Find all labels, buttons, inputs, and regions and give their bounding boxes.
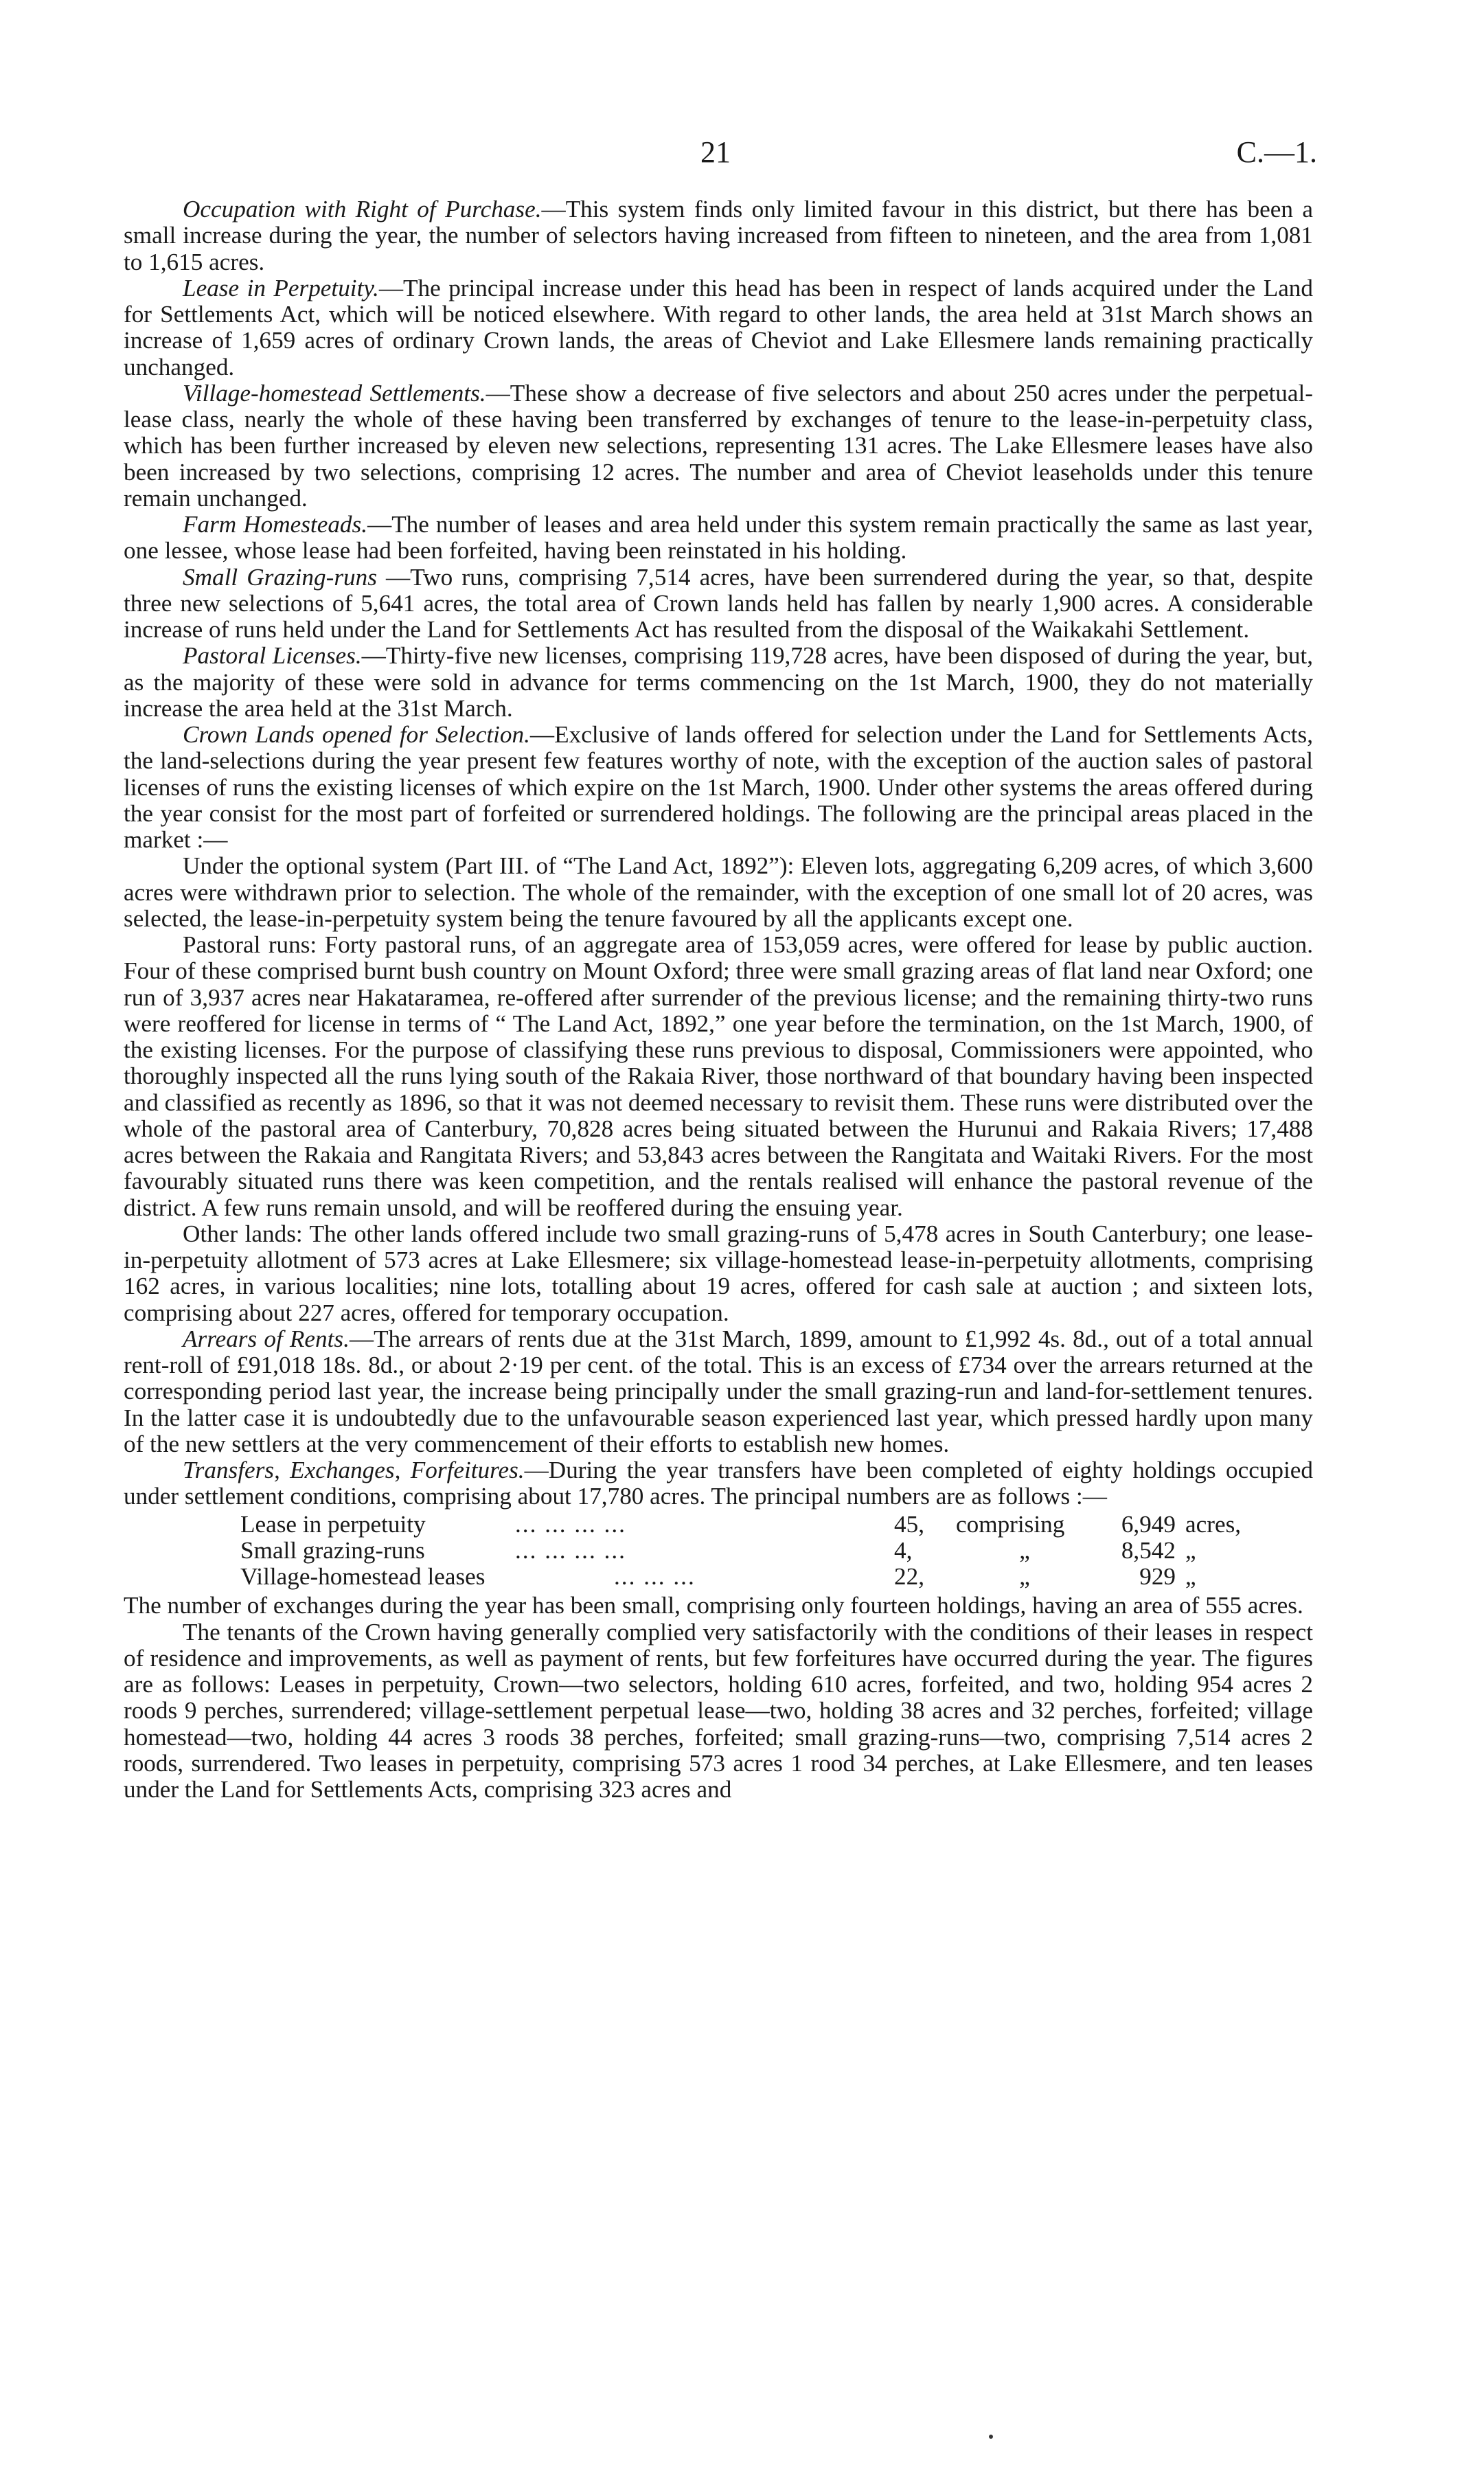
row-label: Lease in perpetuity <box>240 1510 426 1538</box>
page-number: 21 <box>700 135 731 169</box>
paragraph-text: Other lands: The other lands offered include two small grazing-runs of 5,478 acres in South Canterbury; one lease-in-perpetuity allotment of 573 acres at Lake Ellesmere; six village-homestead lease-in-perpetuity allotments, comprising 162 acres, in various localities; nine lots, totalling about 19 acres, offered for cash sale at auction ; and sixteen lots, comprising about 227 acres, offered for temporary occupation. <box>124 1220 1313 1326</box>
paragraph <box>124 1457 1313 1510</box>
paragraph-text: —These show a decrease of five selectors and about 250 acres under the perpetual-lease class, nearly the whole of these having been transferred by exchanges of tenure to the lease-in-perpetuity class, which has been further increased by eleven new selections, representing 131 acres. The Lake Ellesmere leases have also been increased by two selections, comprising 12 acres. The number and area of Cheviot leaseholds under this tenure remain unchanged. <box>124 379 1313 512</box>
table-row <box>240 1512 1313 1538</box>
paragraph-heading: Pastoral Licenses. <box>183 642 362 670</box>
paragraph-text: —This system finds only limited favour in this district, but there has been a small increase during the year, the number of selectors having increased from fifteen to nineteen, and the area from 1,081 to 1,615 acres. <box>124 196 1313 275</box>
paragraph <box>124 1593 1313 1619</box>
row-count: 22, <box>894 1563 924 1590</box>
paragraph-heading: Transfers, Exchanges, Forfeitures. <box>183 1457 525 1483</box>
paragraph <box>124 722 1313 853</box>
paragraph <box>124 380 1313 512</box>
row-unit: acres, <box>1185 1510 1242 1538</box>
row-label: Village-homestead leases <box>240 1563 486 1590</box>
document-reference: C.—1. <box>1236 135 1317 169</box>
row-count: 4, <box>894 1536 913 1564</box>
paragraph-text: —Exclusive of lands offered for selection under the Land for Settlements Acts, the land-selections during the year present few features worthy of note, with the exception of the auction sales of pastoral licenses of runs the existing licenses of which expire on the 1st March, 1900. Under other systems the areas offered during the year consist for the most part of forfeited or surrendered holdings. The following are the principal areas placed in the market :— <box>124 721 1313 853</box>
stray-mark <box>989 2435 993 2439</box>
paragraph-text: —Two runs, comprising 7,514 acres, have been surrendered during the year, so that, despite three new selections of 5,641 acres, the total area of Crown lands held has fallen by nearly 1,900 acres. A considerable increase of runs held under the Land for Settlements Act has resulted from the disposal of the Waikakahi Settlement. <box>124 563 1313 643</box>
paragraph-text: —The number of leases and area held under this system remain practically the same as last year, one lessee, whose lease had been forfeited, having been reinstated in his holding. <box>124 511 1313 565</box>
row-word: comprising <box>956 1510 1065 1538</box>
leader-dots: ... ... ... ... <box>515 1510 626 1538</box>
row-label: Small grazing-runs <box>240 1536 425 1564</box>
paragraph-heading: Occupation with Right of Purchase. <box>183 196 542 223</box>
paragraph <box>124 196 1313 275</box>
page-header <box>0 135 1484 176</box>
leader-dots: ... ... ... <box>614 1563 696 1590</box>
paragraph-text: The number of exchanges during the year has been small, comprising only fourteen holdings, having an area of 555 acres. <box>124 1592 1303 1619</box>
paragraph-text: The tenants of the Crown having generally complied very satisfactorily with the conditions of their leases in respect of residence and improvements, as well as payment of rents, but few forfeitures have occurred during the year. The figures are as follows: Leases in perpetuity, Crown—two selectors, holding 610 acres, forfeited, and two, holding 954 acres 2 roods 9 perches, surrendered; village-settlement perpetual lease—two, holding 38 acres and 32 perches, forfeited; village homestead—two, holding 44 acres 3 roods 38 perches, forfeited; small grazing-runs—two, comprising 7,514 acres 2 roods, surrendered. Two leases in perpetuity, comprising 573 acres 1 rood 34 perches, at Lake Ellesmere, and ten leases under the Land for Settlements Acts, comprising 323 acres and <box>124 1618 1313 1803</box>
paragraph-text: —The arrears of rents due at the 31st March, 1899, amount to £1,992 4s. 8d., out of a total annual rent-roll of £91,018 18s. 8d., or about 2·19 per cent. of the total. This is an excess of £734 over the arrears returned at the corresponding period last year, the increase being principally under the small grazing-run and land-for-settlement tenures. In the latter case it is undoubtedly due to the unfavourable season experienced last year, which pressed hardly upon many of the new settlers at the very commencement of their efforts to establish new homes. <box>124 1325 1313 1457</box>
paragraph-heading: Small Grazing-runs <box>183 563 377 591</box>
table-row <box>240 1538 1313 1564</box>
row-word: „ <box>1019 1563 1030 1590</box>
paragraph-text: —The principal increase under this head has been in respect of lands acquired under the Land for Settlements Act, which will be noticed elsewhere. With regard to other lands, the area held at 31st March shows an increase of 1,659 acres of ordinary Crown lands, the areas of Cheviot and Lake Ellesmere lands remaining practically unchanged. <box>124 274 1313 380</box>
paragraph <box>124 1619 1313 1803</box>
paragraph-heading: Village-homestead Settlements. <box>183 379 486 407</box>
row-area: 6,949 <box>1121 1510 1176 1538</box>
paragraph <box>124 1221 1313 1326</box>
row-unit: „ <box>1185 1536 1196 1564</box>
paragraph-heading: Crown Lands opened for Selection. <box>183 721 530 748</box>
paragraph <box>124 643 1313 722</box>
transfers-table <box>124 1512 1313 1591</box>
paragraph <box>124 512 1313 565</box>
leader-dots: ... ... ... ... <box>515 1536 626 1564</box>
paragraph <box>124 1326 1313 1457</box>
paragraph-heading: Lease in Perpetuity. <box>183 274 379 301</box>
paragraph <box>124 853 1313 932</box>
paragraph-text: Pastoral runs: Forty pastoral runs, of an aggregate area of 153,059 acres, were offered for lease by public auction. Four of these comprised burnt bush country on Mount Oxford; three were small grazing areas of flat land near Oxford; one run of 3,937 acres near Hakataramea, re-offered after surrender of the previous license; and the remaining thirty-two runs were reoffered for license in terms of “ The Land Act, 1892,” one year before the termination, on the 1st March, 1900, of the existing licenses. For the purpose of classifying these runs previous to disposal, Commissioners were appointed, who thoroughly inspected all the runs lying south of the Rakaia River, those northward of that boundary having been inspected and classified as recently as 1896, so that it was not deemed necessary to revisit them. These runs were distributed over the whole of the pastoral area of Canterbury, 70,828 acres being situated between the Hurunui and Rakaia Rivers; 17,488 acres between the Rakaia and Rangitata Rivers; and 53,843 acres between the Rangitata and Waitaki Rivers. For the most favourably situated runs there was keen competition, and the rentals realised will enhance the pastoral revenue of the district. A few runs remain unsold, and will be reoffered during the ensuing year. <box>124 931 1313 1221</box>
paragraph-heading: Arrears of Rents. <box>183 1325 350 1352</box>
row-word: „ <box>1019 1536 1030 1564</box>
paragraph <box>124 565 1313 644</box>
row-area: 8,542 <box>1121 1536 1176 1564</box>
paragraph-text: Under the optional system (Part III. of “The Land Act, 1892”): Eleven lots, aggregating 6,209 acres, of which 3,600 acres were withdrawn prior to selection. The whole of the remainder, with the exception of one small lot of 20 acres, was selected, the lease-in-perpetuity system being the tenure favoured by all the applicants except one. <box>124 852 1313 932</box>
row-area: 929 <box>1139 1563 1176 1590</box>
paragraph <box>124 932 1313 1221</box>
paragraph-text: —Thirty-five new licenses, comprising 119,728 acres, have been disposed of during the year, but, as the majority of these were sold in advance for terms commencing on the 1st March, 1900, they do not materially increase the area held at the 31st March. <box>124 642 1313 722</box>
row-count: 45, <box>894 1510 924 1538</box>
paragraph-heading: Farm Homesteads. <box>183 511 367 538</box>
body-text <box>124 196 1313 1803</box>
paragraph-text: —During the year transfers have been completed of eighty holdings occupied under settlement conditions, comprising about 17,780 acres. The principal numbers are as follows :— <box>124 1457 1313 1510</box>
table-row <box>240 1564 1313 1590</box>
row-unit: „ <box>1185 1563 1196 1590</box>
paragraph <box>124 275 1313 380</box>
